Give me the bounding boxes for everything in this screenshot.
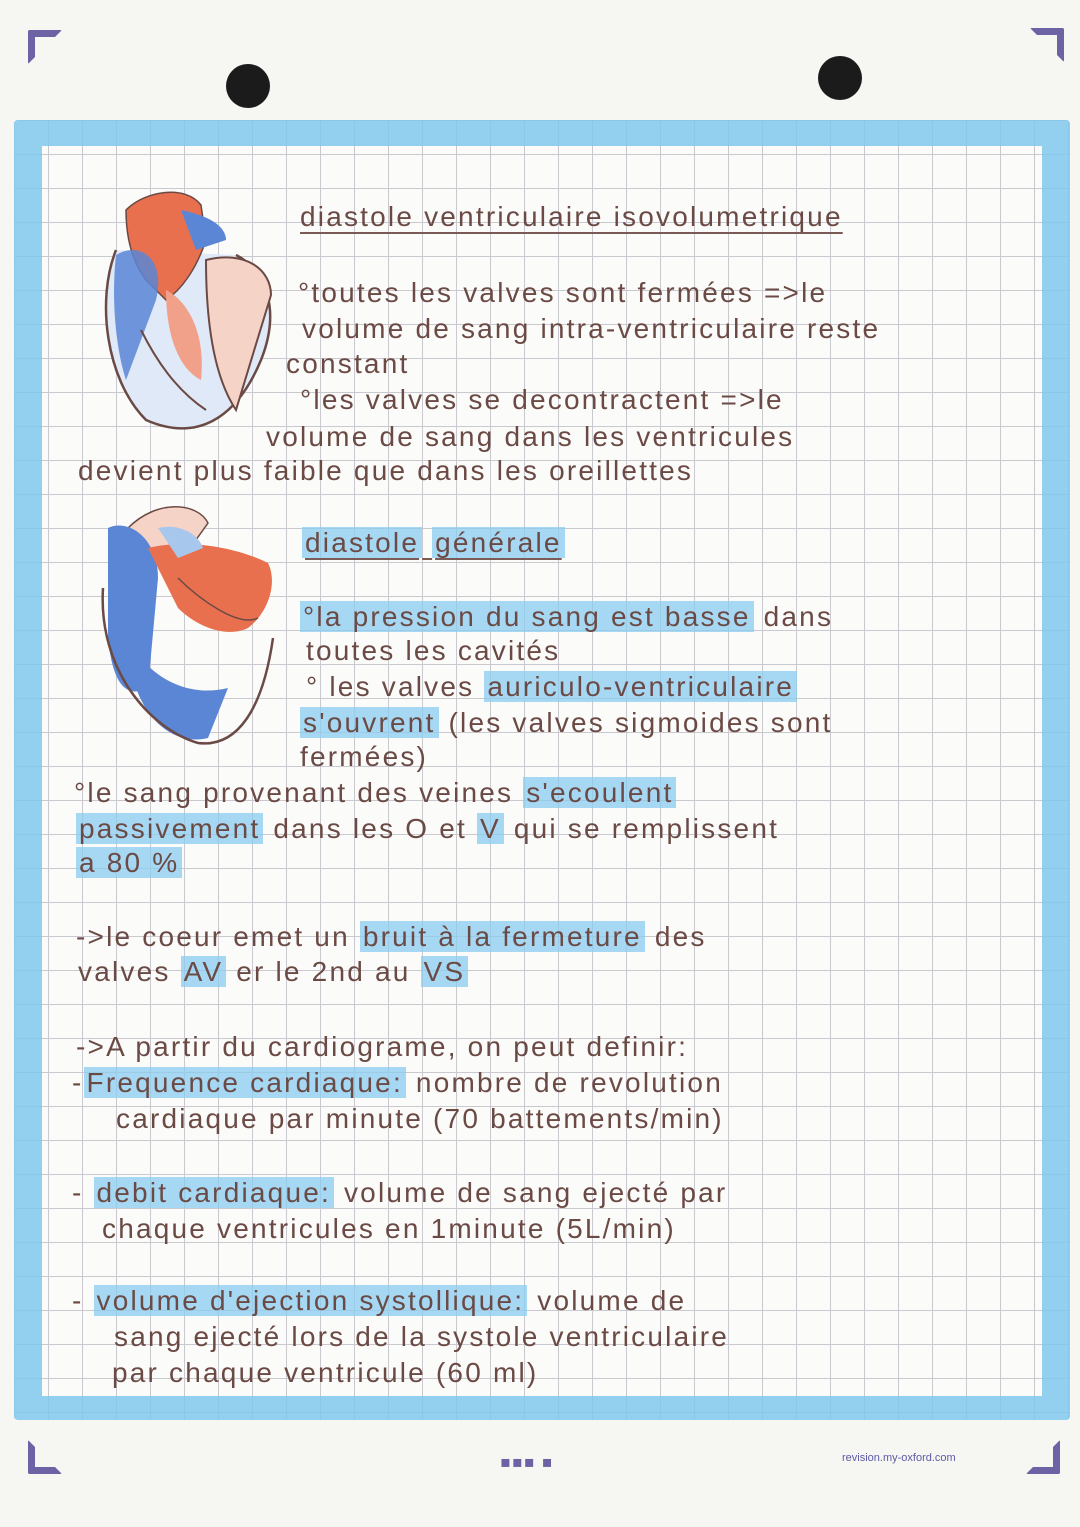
text-segment: (les valves sigmoides sont bbox=[448, 707, 833, 738]
scan-corner-marker-bottom-left bbox=[28, 1440, 62, 1474]
bullet-dash: - bbox=[72, 1177, 84, 1208]
highlighted-text: bruit à la fermeture bbox=[360, 921, 645, 952]
text-segment: dans bbox=[763, 601, 834, 632]
text-segment: qui se remplissent bbox=[513, 813, 780, 844]
text-line bbox=[306, 670, 797, 704]
highlighted-text: AV bbox=[181, 956, 227, 987]
text-line: sang ejecté lors de la systole ventriculaire bbox=[114, 1321, 730, 1352]
section-title-diastole-isovolumetric: diastole ventriculaire isovolumetrique bbox=[300, 201, 843, 232]
bullet-dash: - bbox=[72, 1285, 84, 1316]
title-word: générale bbox=[432, 527, 565, 558]
text-line: devient plus faible que dans les oreillettes bbox=[78, 455, 694, 486]
text-line bbox=[72, 1284, 686, 1318]
highlighted-text: volume d'ejection systollique: bbox=[94, 1285, 528, 1316]
highlighted-text: passivement bbox=[76, 813, 263, 844]
text-line: volume de sang intra-ventriculaire reste bbox=[302, 313, 881, 344]
text-line: cardiaque par minute (70 battements/min) bbox=[116, 1103, 724, 1134]
text-segment: volume de sang ejecté par bbox=[343, 1177, 728, 1208]
text-segment: des bbox=[654, 921, 707, 952]
text-segment: ->le coeur emet un bbox=[76, 921, 350, 952]
text-line: constant bbox=[286, 348, 410, 379]
bullet-dash: - bbox=[72, 1067, 84, 1098]
text-segment: dans les O et bbox=[273, 813, 467, 844]
text-segment: volume de bbox=[537, 1285, 687, 1316]
text-line: ->A partir du cardiograme, on peut definir: bbox=[76, 1031, 689, 1062]
highlighted-text: debit cardiaque: bbox=[94, 1177, 334, 1208]
scan-corner-marker-bottom-right bbox=[1026, 1440, 1060, 1474]
text-line bbox=[76, 846, 182, 880]
highlighted-text: Frequence cardiaque: bbox=[84, 1067, 406, 1098]
text-line: °toutes les valves sont fermées =>le bbox=[298, 277, 828, 308]
text-line bbox=[72, 1176, 727, 1210]
text-line bbox=[300, 706, 833, 740]
heart-drawing-diastole-generale bbox=[88, 488, 280, 752]
section-title-diastole-generale bbox=[302, 526, 565, 560]
highlighted-text: auriculo-ventriculaire bbox=[484, 671, 797, 702]
heart-drawing-diastole-isovolumetric bbox=[86, 180, 286, 442]
text-segment: °le sang provenant des veines bbox=[74, 777, 514, 808]
highlighted-text: VS bbox=[421, 956, 469, 987]
text-line bbox=[78, 955, 468, 989]
highlighted-text: a 80 % bbox=[76, 847, 182, 878]
scan-corner-marker-top-right bbox=[1030, 28, 1064, 62]
highlighted-text: °la pression du sang est basse bbox=[300, 601, 754, 632]
highlighted-text: s'ouvrent bbox=[300, 707, 439, 738]
scan-corner-marker-top-left bbox=[28, 30, 62, 64]
text-line: fermées) bbox=[300, 741, 429, 772]
highlighted-text: V bbox=[477, 813, 504, 844]
text-line: toutes les cavités bbox=[306, 635, 561, 666]
text-line: par chaque ventricule (60 ml) bbox=[112, 1357, 539, 1388]
text-segment: er le 2nd au bbox=[236, 956, 411, 987]
text-line: volume de sang dans les ventricules bbox=[266, 421, 795, 452]
text-line bbox=[74, 776, 676, 810]
footer-website-link[interactable]: revision.my-oxford.com bbox=[842, 1452, 956, 1464]
footer-page-dots: ▪▪▪ ▪ bbox=[500, 1452, 554, 1471]
text-segment: ° les valves bbox=[306, 671, 475, 702]
text-segment: nombre de revolution bbox=[415, 1067, 723, 1098]
punch-hole-left bbox=[226, 64, 270, 108]
title-word: diastole bbox=[302, 527, 422, 558]
text-line: °les valves se decontractent =>le bbox=[300, 384, 784, 415]
text-line bbox=[300, 600, 833, 634]
highlighted-text: s'ecoulent bbox=[523, 777, 676, 808]
punch-hole-right bbox=[818, 56, 862, 100]
text-line bbox=[76, 920, 707, 954]
text-line bbox=[76, 812, 779, 846]
text-line: chaque ventricules en 1minute (5L/min) bbox=[102, 1213, 676, 1244]
text-line bbox=[72, 1066, 723, 1100]
text-segment: valves bbox=[78, 956, 171, 987]
